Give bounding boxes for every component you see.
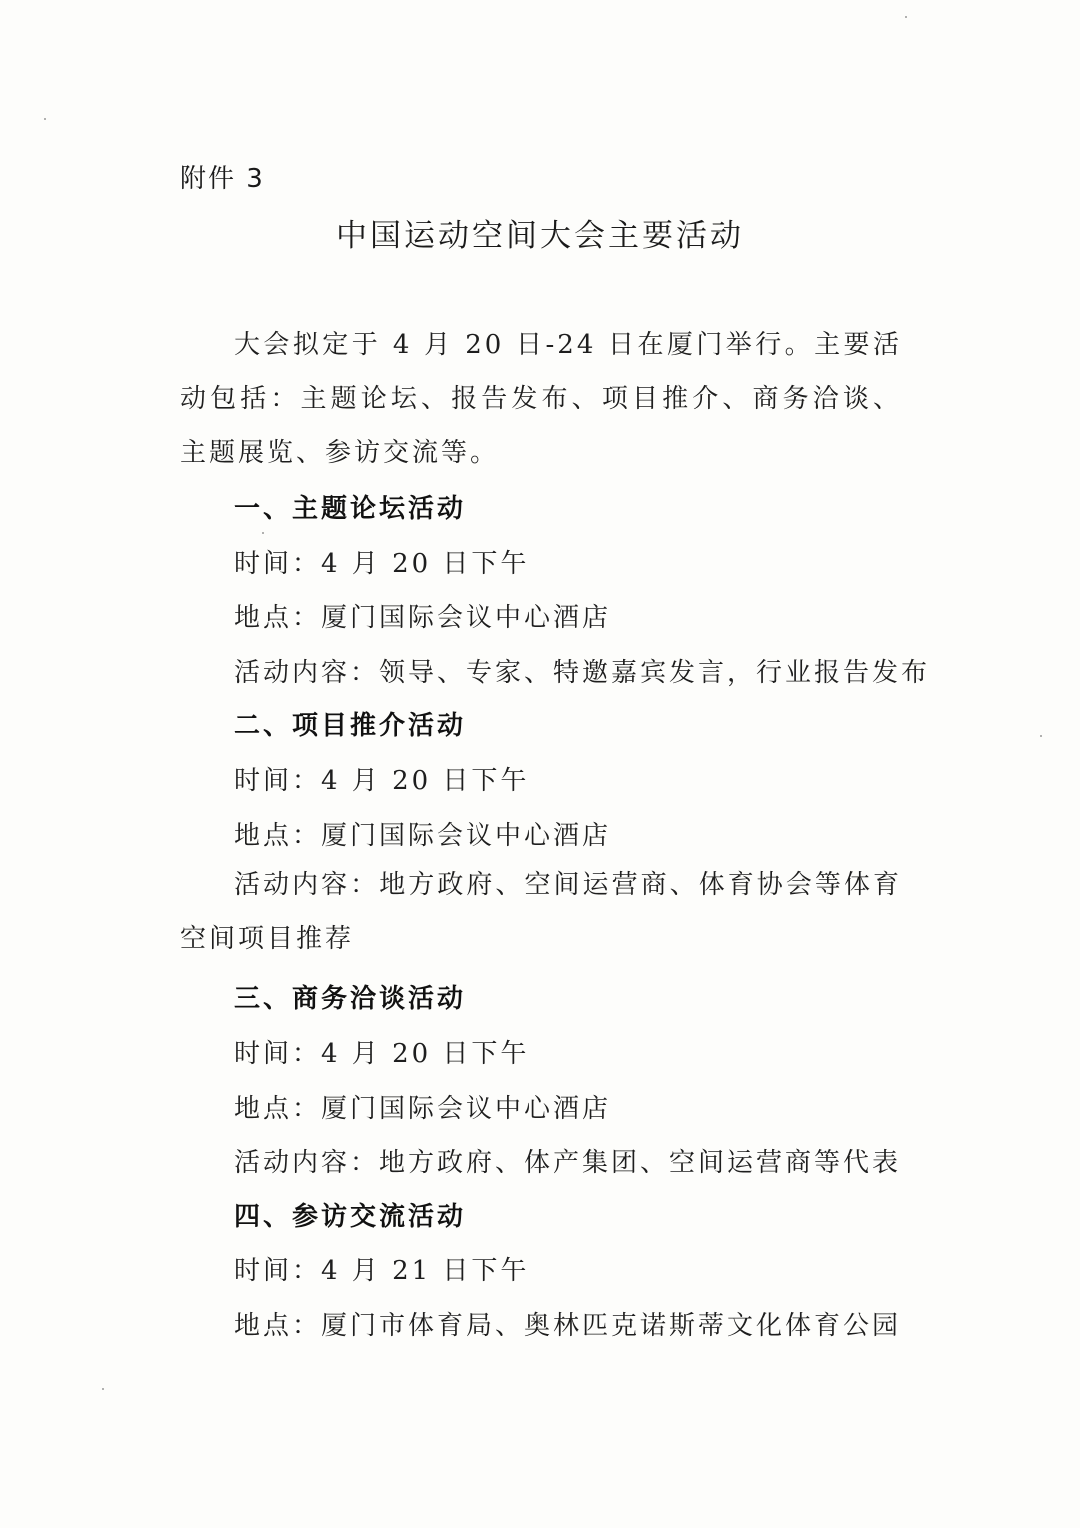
scan-speck — [262, 532, 264, 534]
scan-speck — [1040, 735, 1042, 737]
section-4-time: 时间：4 月 21 日下午 — [234, 1256, 530, 1286]
section-3-heading: 三、商务洽谈活动 — [234, 984, 467, 1014]
intro-paragraph: 大会拟定于 4 月 20 日-24 日在厦门举行。主要活动包括：主题论坛、报告发布、项目推介、商务洽谈、主题展览、参访交流等。 — [180, 330, 902, 468]
scan-speck — [102, 1388, 104, 1390]
section-1-time: 时间：4 月 20 日下午 — [234, 549, 530, 579]
section-3-content: 活动内容：地方政府、体产集团、空间运营商等代表 — [234, 1148, 902, 1178]
attachment-label: 附件 3 — [180, 164, 265, 194]
section-1-heading: 一、主题论坛活动 — [234, 494, 467, 524]
scan-speck — [905, 16, 907, 18]
section-4-place: 地点：厦门市体育局、奥林匹克诺斯蒂文化体育公园 — [234, 1311, 902, 1341]
section-4-heading: 四、参访交流活动 — [234, 1202, 467, 1232]
document-title: 中国运动空间大会主要活动 — [336, 218, 744, 254]
section-2-heading: 二、项目推介活动 — [234, 711, 467, 741]
section-3-place: 地点：厦门国际会议中心酒店 — [234, 1094, 612, 1124]
section-2-time: 时间：4 月 20 日下午 — [234, 766, 530, 796]
scan-speck — [44, 118, 46, 120]
section-2-place: 地点：厦门国际会议中心酒店 — [234, 821, 612, 851]
section-3-time: 时间：4 月 20 日下午 — [234, 1039, 530, 1069]
section-1-content: 活动内容：领导、专家、特邀嘉宾发言，行业报告发布 — [234, 658, 931, 688]
section-2-content: 活动内容：地方政府、空间运营商、体育协会等体育空间项目推荐 — [180, 870, 902, 954]
section-1-place: 地点：厦门国际会议中心酒店 — [234, 603, 612, 633]
